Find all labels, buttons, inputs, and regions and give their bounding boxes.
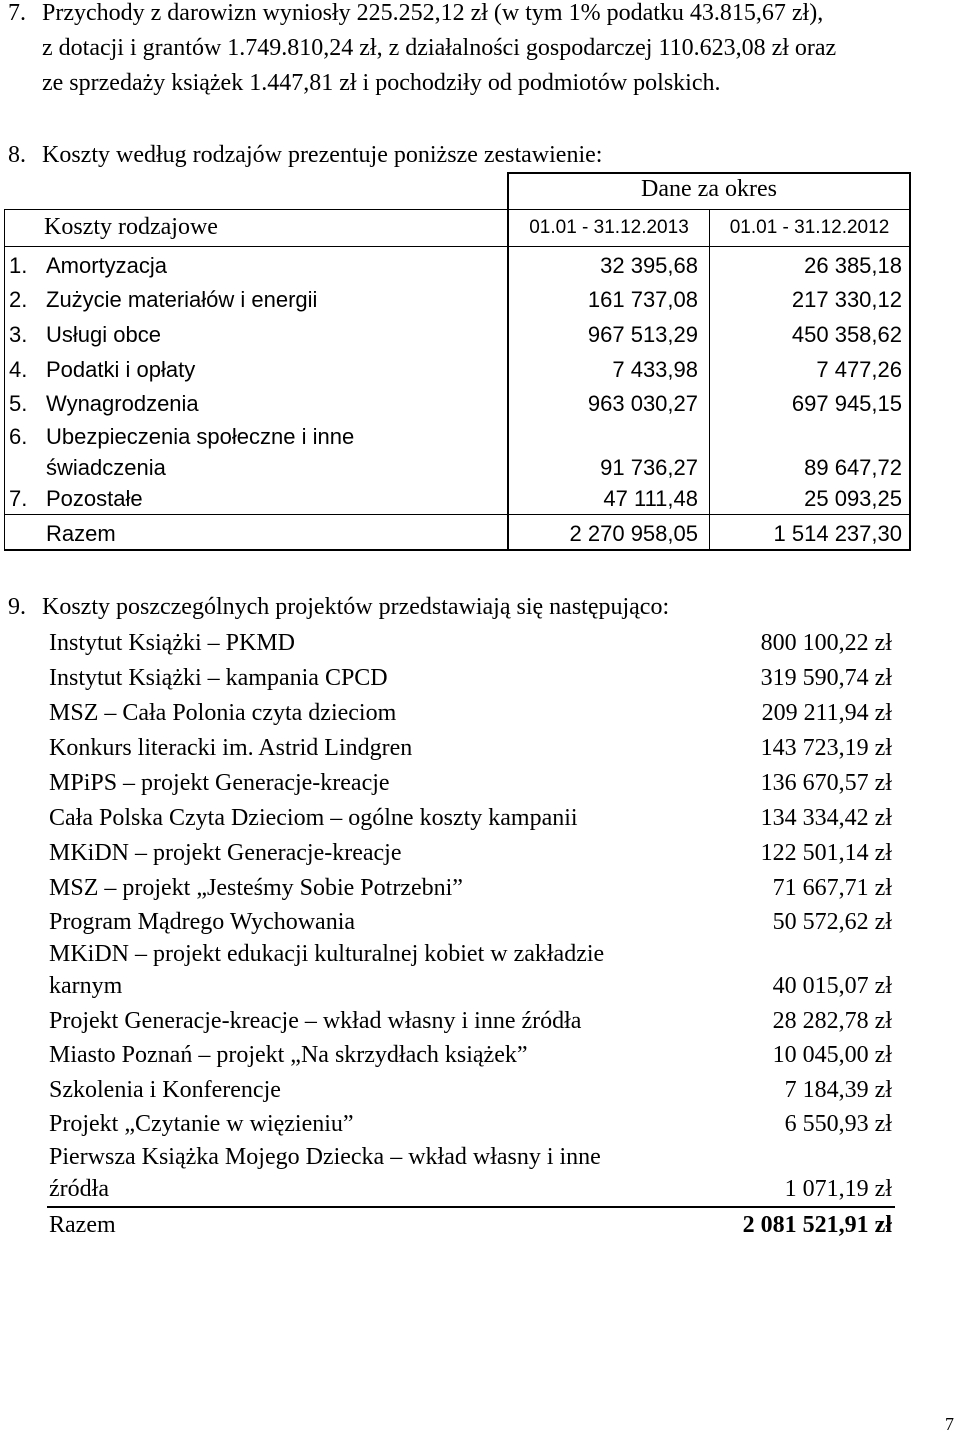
section-7-line-2: z dotacji i grantów 1.749.810,24 zł, z działalności gospodarczej 110.623,08 zł oraz [42, 35, 837, 61]
column-header-cost-type: Koszty rodzajowe [44, 214, 218, 240]
row-value-2012: 217 330,12 [791, 287, 902, 312]
project-amount: 1 071,19 zł [784, 1176, 892, 1202]
project-name: Projekt Generacje-kreacje – wkład własny i inne źródła [49, 1008, 582, 1034]
row-value-2013: 32 395,68 [600, 253, 698, 278]
section-8-number: 8. [8, 142, 26, 168]
row-value-2012: 450 358,62 [791, 322, 902, 347]
row-number: 4. [9, 357, 28, 382]
project-total-amount: 2 081 521,91 zł [742, 1212, 892, 1238]
row-value-2012: 25 093,25 [804, 486, 902, 511]
section-9-intro: Koszty poszczególnych projektów przedstawiają się następująco: [42, 594, 670, 620]
project-amount: 319 590,74 zł [760, 665, 892, 691]
row-label: Wynagrodzenia [46, 391, 199, 416]
column-header-2012: 01.01 - 31.12.2012 [729, 217, 890, 238]
project-amount: 50 572,62 zł [772, 909, 892, 935]
row-label: Podatki i opłaty [46, 357, 196, 382]
row-number: 7. [9, 486, 28, 511]
section-7-line-1: Przychody z darowizn wyniosły 225.252,12 zł (w tym 1% podatku 43.815,67 zł), [42, 0, 824, 26]
row-label: Amortyzacja [46, 253, 168, 278]
row-number: 2. [9, 287, 28, 312]
page-number: 7 [945, 1414, 954, 1434]
row-label: Ubezpieczenia społeczne i inne [46, 424, 355, 449]
project-amount: 122 501,14 zł [760, 840, 892, 866]
project-name: Pierwsza Książka Mojego Dziecka – wkład własny i inne [49, 1144, 601, 1170]
project-name: Miasto Poznań – projekt „Na skrzydłach książek” [49, 1042, 528, 1068]
total-label: Razem [46, 521, 116, 546]
period-header: Dane za okres [641, 176, 777, 202]
project-name: Instytut Książki – kampania CPCD [49, 665, 388, 691]
section-7-line-3: ze sprzedaży książek 1.447,81 zł i pochodziły od podmiotów polskich. [42, 70, 721, 96]
project-amount: 28 282,78 zł [772, 1008, 892, 1034]
section-9-number: 9. [8, 594, 26, 620]
project-amount: 134 334,42 zł [760, 805, 892, 831]
row-value-2013: 7 433,98 [612, 357, 698, 382]
project-name: Konkurs literacki im. Astrid Lindgren [49, 735, 413, 761]
row-value-2012: 7 477,26 [816, 357, 902, 382]
section-7-number: 7. [8, 0, 26, 26]
project-name: MKiDN – projekt edukacji kulturalnej kobiet w zakładzie [49, 941, 605, 967]
project-amount: 143 723,19 zł [760, 735, 892, 761]
project-name: Szkolenia i Konferencje [49, 1077, 281, 1103]
project-name: Instytut Książki – PKMD [49, 630, 295, 656]
project-amount: 7 184,39 zł [784, 1077, 892, 1103]
project-name: MSZ – Cała Polonia czyta dzieciom [49, 700, 397, 726]
row-number: 3. [9, 322, 28, 347]
row-value-2013: 963 030,27 [587, 391, 698, 416]
project-amount: 136 670,57 zł [760, 770, 892, 796]
row-number: 6. [9, 424, 28, 449]
row-value-2013: 967 513,29 [587, 322, 698, 347]
total-divider [47, 1206, 895, 1208]
row-number: 5. [9, 391, 28, 416]
project-name-continued: źródła [49, 1176, 109, 1202]
project-name-continued: karnym [49, 973, 123, 999]
project-name: Projekt „Czytanie w więzieniu” [49, 1111, 354, 1137]
row-value-2012: 697 945,15 [791, 391, 902, 416]
project-amount: 800 100,22 zł [760, 630, 892, 656]
row-label-continued: świadczenia [46, 455, 166, 480]
project-amount: 6 550,93 zł [784, 1111, 892, 1137]
row-value-2013: 91 736,27 [600, 455, 698, 480]
row-number: 1. [9, 253, 28, 278]
project-name: Cała Polska Czyta Dzieciom – ogólne koszty kampanii [49, 805, 578, 831]
row-label: Usługi obce [46, 322, 161, 347]
row-value-2013: 47 111,48 [603, 486, 698, 511]
project-name: Program Mądrego Wychowania [49, 909, 356, 935]
row-label: Pozostałe [46, 486, 143, 511]
project-amount: 209 211,94 zł [761, 700, 892, 726]
row-value-2012: 89 647,72 [804, 455, 902, 480]
project-name: MPiPS – projekt Generacje-kreacje [49, 770, 390, 796]
total-value-2013: 2 270 958,05 [569, 521, 698, 546]
project-amount: 40 015,07 zł [772, 973, 892, 999]
section-8-intro: Koszty według rodzajów prezentuje poniższe zestawienie: [42, 142, 603, 168]
project-total-label: Razem [49, 1212, 116, 1238]
column-header-2013: 01.01 - 31.12.2013 [529, 217, 689, 238]
total-value-2012: 1 514 237,30 [773, 521, 902, 546]
project-amount: 71 667,71 zł [772, 875, 892, 901]
row-label: Zużycie materiałów i energii [46, 287, 318, 312]
project-name: MKiDN – projekt Generacje-kreacje [49, 840, 402, 866]
project-amount: 10 045,00 zł [772, 1042, 892, 1068]
row-value-2012: 26 385,18 [804, 253, 902, 278]
row-value-2013: 161 737,08 [587, 287, 698, 312]
project-name: MSZ – projekt „Jesteśmy Sobie Potrzebni” [49, 875, 463, 901]
